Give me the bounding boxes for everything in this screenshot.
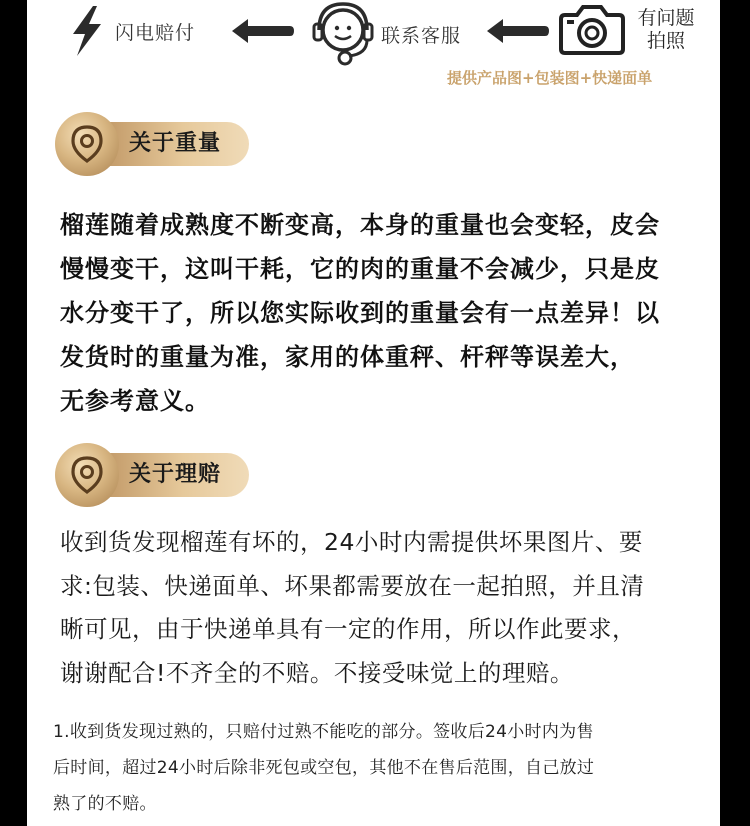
weight-line: 水分变干了，所以您实际收到的重量会有一点差异！以 <box>60 299 660 327</box>
claim-line: 收到货发现榴莲有坏的，24小时内需提供坏果图片、要 <box>60 528 643 556</box>
lightning-icon <box>67 6 107 56</box>
claim-flow-banner <box>27 0 720 95</box>
flow-step-lightning <box>67 6 195 56</box>
flow-note: 提供产品图+包装图+快递面单 <box>447 69 653 87</box>
headset-icon <box>309 0 377 68</box>
arrow-left-icon <box>487 18 549 44</box>
claim-line: 谢谢配合!不齐全的不赔。不接受味觉上的理赔。 <box>60 658 574 687</box>
heading-badge <box>55 443 119 507</box>
arrow-left-icon <box>232 18 294 44</box>
flow-step3-label <box>631 7 701 53</box>
section-title: 关于理赔 <box>129 462 222 487</box>
section-heading-claims <box>55 443 255 507</box>
flow-step3-line1: 有问题 <box>637 7 695 29</box>
flow-step2-label: 联系客服 <box>381 24 462 47</box>
flow-step-contact <box>309 0 461 68</box>
weight-line: 无参考意义。 <box>60 387 210 415</box>
note-line: 后时间，超过24小时后除非死包或空包，其他不在售后范围，自己放过 <box>53 758 595 778</box>
location-pin-icon <box>70 125 104 163</box>
notes-paragraph <box>53 714 703 822</box>
flow-step3-line2: 拍照 <box>646 30 685 52</box>
location-pin-icon <box>70 456 104 494</box>
page <box>27 0 720 826</box>
note-line: 1.收到货发现过熟的，只赔付过熟不能吃的部分。签收后24小时内为售 <box>53 722 594 742</box>
claim-line: 晰可见，由于快递单具有一定的作用，所以作此要求， <box>60 615 636 643</box>
claim-paragraph <box>60 521 720 695</box>
flow-step1-label: 闪电赔付 <box>115 21 196 44</box>
weight-line: 慢慢变干，这叫干耗，它的肉的重量不会减少，只是皮 <box>60 255 660 283</box>
section-heading-weight <box>55 112 255 176</box>
heading-badge <box>55 112 119 176</box>
note-line: 熟了的不赔。 <box>53 794 157 814</box>
claim-line: 求:包装、快递面单、坏果都需要放在一起拍照，并且清 <box>60 571 645 600</box>
section-title: 关于重量 <box>129 131 222 156</box>
weight-line: 榴莲随着成熟度不断变高，本身的重量也会变轻，皮会 <box>60 211 660 239</box>
camera-icon <box>557 3 627 55</box>
weight-line: 发货时的重量为准，家用的体重秤、杆秤等误差大， <box>60 343 635 371</box>
weight-paragraph <box>60 203 710 423</box>
